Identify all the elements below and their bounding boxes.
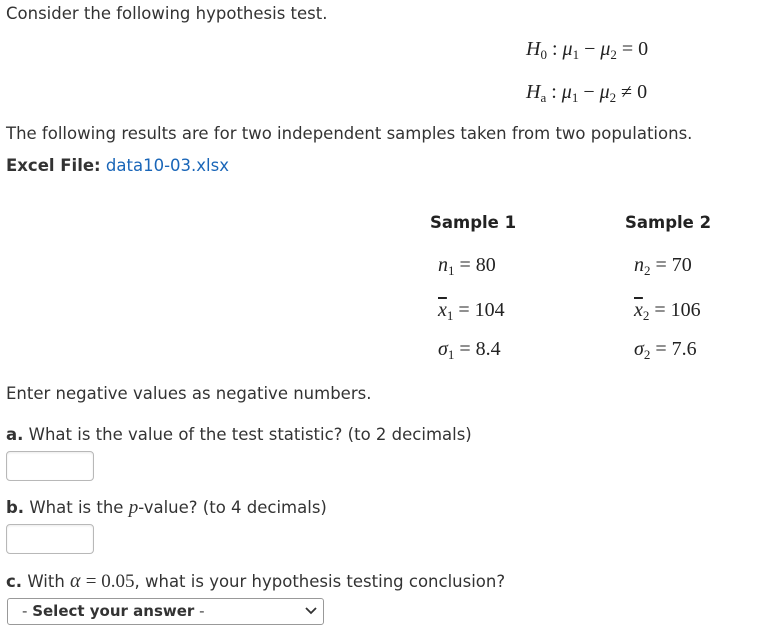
sample2-sigma: $\sigma_2 = 7.6$ — [634, 338, 697, 362]
excel-file-link[interactable]: data10-03.xlsx — [105, 156, 229, 175]
test-statistic-input[interactable] — [6, 451, 94, 481]
sample2-header: Sample 2 — [625, 213, 712, 232]
sample1-sigma: $\sigma_1 = 8.4$ — [438, 338, 501, 362]
question-a: a. What is the value of the test statistic? (to 2 decimals) — [6, 425, 472, 444]
p-value-input[interactable] — [6, 524, 94, 554]
excel-file-row — [6, 156, 229, 175]
negative-values-note: Enter negative values as negative numbers. — [6, 384, 372, 403]
excel-file-label: Excel File: — [6, 156, 101, 175]
sample1-n: $n_1 = 80$ — [438, 254, 496, 278]
select-placeholder: Select your answer — [32, 602, 195, 620]
question-b: b. What is the p-value? (to 4 decimals) — [6, 497, 327, 518]
results-text: The following results are for two independent samples taken from two populations. — [6, 124, 693, 143]
chevron-down-icon — [305, 606, 317, 616]
intro-text: Consider the following hypothesis test. — [6, 4, 328, 23]
sample1-header: Sample 1 — [430, 213, 517, 232]
sample2-mean: $\overline{x}_2 = 106$ — [634, 299, 701, 323]
sample2-n: $n_2 = 70$ — [634, 254, 692, 278]
conclusion-select[interactable]: - Select your answer - — [7, 598, 324, 625]
sample1-mean: $\overline{x}_1 = 104$ — [438, 299, 505, 323]
alternative-hypothesis: $H_a$ : $\mu_1 - \mu_2 \ne 0$ — [526, 81, 648, 105]
null-hypothesis: $H_0$ : $\mu_1 - \mu_2 = 0$ — [526, 38, 649, 62]
question-c: c. With α = 0.05, what is your hypothesis testing conclusion? — [6, 570, 506, 592]
